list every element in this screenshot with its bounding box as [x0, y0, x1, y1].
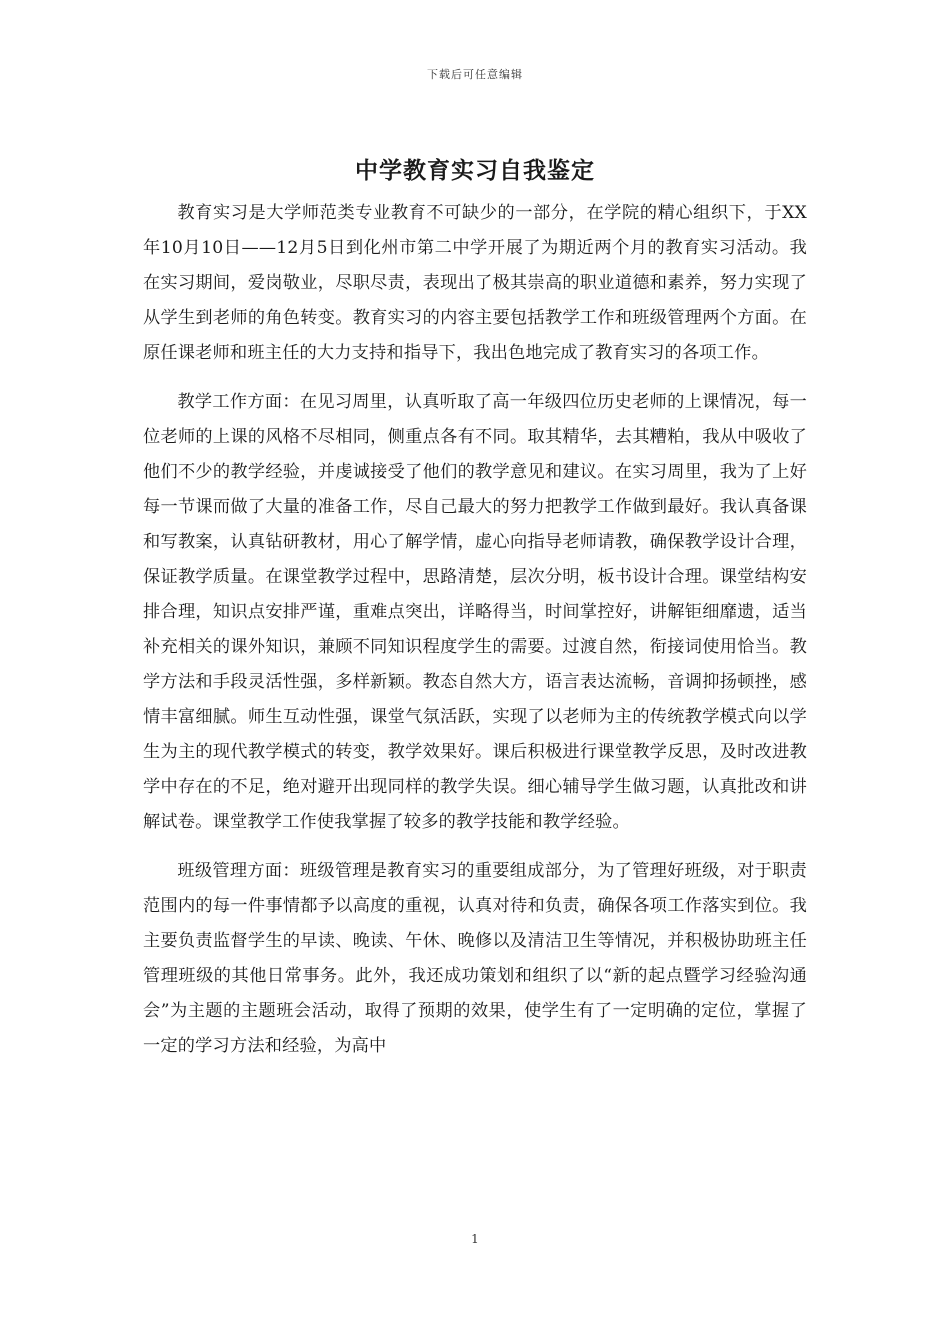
- document-title: 中学教育实习自我鉴定: [355, 157, 595, 184]
- paragraph-intro: 教育实习是大学师范类专业教育不可缺少的一部分，在学院的精心组织下，于XX年10月10日——12月5日到化州市第二中学开展了为期近两个月的教育实习活动。我在实习期间，爱岗敬业，尽职尽责，表现出了极其崇高的职业道德和素养，努力实现了从学生到老师的角色转变。教育实习的内容主要包括教学工作和班级管理两个方面。在原任课老师和班主任的大力支持和指导下，我出色地完成了教育实习的各项工作。: [143, 203, 807, 363]
- paragraph-teaching: 教学工作方面：在见习周里，认真听取了高一年级四位历史老师的上课情况，每一位老师的上课的风格不尽相同，侧重点各有不同。取其精华，去其糟粕，我从中吸收了他们不少的教学经验，并虔诚接受了他们的教学意见和建议。在实习周里，我为了上好每一节课而做了大量的准备工作，尽自己最大的努力把教学工作做到最好。我认真备课和写教案，认真钻研教材，用心了解学情，虚心向指导老师请教，确保教学设计合理，保证教学质量。在课堂教学过程中，思路清楚，层次分明，板书设计合理。课堂结构安排合理，知识点安排严谨，重难点突出，详略得当，时间掌控好，讲解钜细靡遗，适当补充相关的课外知识，兼顾不同知识程度学生的需要。过渡自然，衔接词使用恰当。教学方法和手段灵活性强，多样新颖。教态自然大方，语言表达流畅，音调抑扬顿挫，感情丰富细腻。师生互动性强，课堂气氛活跃，实现了以老师为主的传统教学模式向以学生为主的现代教学模式的转变，教学效果好。课后积极进行课堂教学反思，及时改进教学中存在的不足，绝对避开出现同样的教学失误。细心辅导学生做习题，认真批改和讲解试卷。课堂教学工作使我掌握了较多的教学技能和教学经验。: [143, 392, 807, 832]
- header-note: 下载后可任意编辑: [427, 68, 523, 81]
- document-body: [143, 196, 807, 1078]
- paragraph-class-management: 班级管理方面：班级管理是教育实习的重要组成部分，为了管理好班级，对于职责范围内的每一件事情都予以高度的重视，认真对待和负责，确保各项工作落实到位。我主要负责监督学生的早读、晚读、午休、晚修以及清洁卫生等情况，并积极协助班主任管理班级的其他日常事务。此外，我还成功策划和组织了以“新的起点暨学习经验沟通会”为主题的主题班会活动，取得了预期的效果，使学生有了一定明确的定位，掌握了一定的学习方法和经验，为高中: [143, 861, 807, 1056]
- page-number: 1: [471, 1232, 479, 1246]
